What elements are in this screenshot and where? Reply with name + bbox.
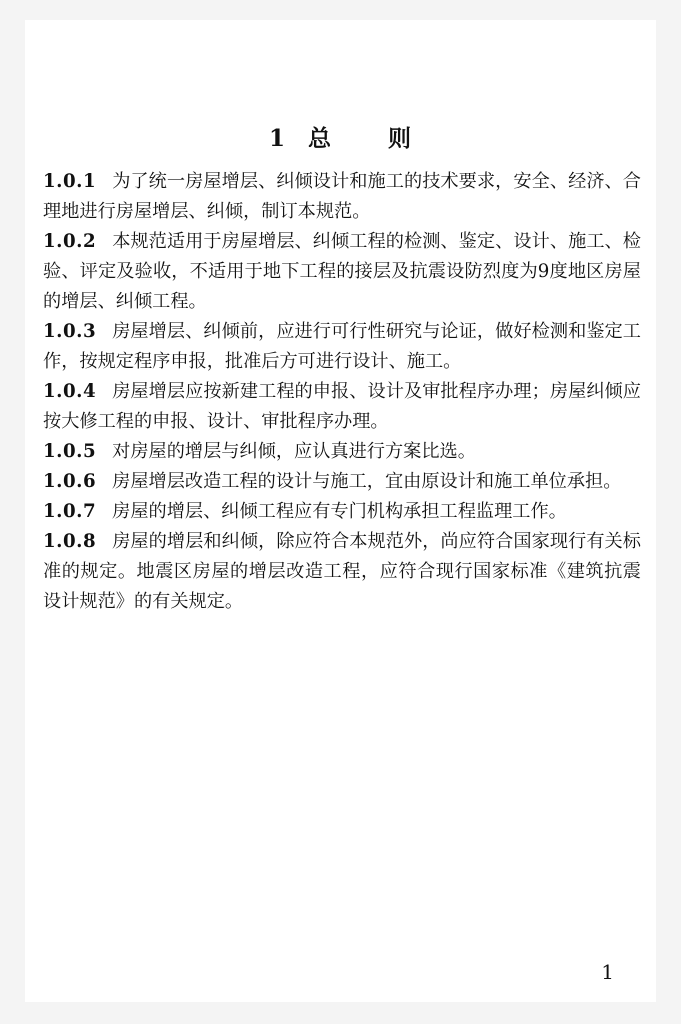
clause-1-0-5: [43, 437, 641, 467]
clause-1-0-1: [43, 167, 641, 227]
chapter-title-part2: 则: [388, 125, 412, 152]
clause-text: 房屋增层改造工程的设计与施工，宜由原设计和施工单位承担。: [112, 471, 622, 492]
clause-1-0-4: [43, 377, 641, 437]
chapter-number: 1: [268, 125, 286, 152]
clause-text: 房屋增层应按新建工程的申报、设计及审批程序办理；房屋纠倾应按大修工程的申报、设计、审批程序办理。: [43, 381, 641, 432]
clause-number: 1.0.1: [43, 171, 97, 192]
clause-number: 1.0.4: [43, 381, 97, 402]
clause-number: 1.0.7: [43, 501, 97, 522]
clause-text: 房屋的增层、纠倾工程应有专门机构承担工程监理工作。: [112, 501, 567, 522]
clause-text: 对房屋的增层与纠倾，应认真进行方案比选。: [112, 441, 476, 462]
chapter-title-part1: 总: [308, 125, 332, 152]
clause-1-0-3: [43, 317, 641, 377]
clause-list: [43, 167, 641, 617]
clause-1-0-8: [43, 527, 641, 617]
clause-number: 1.0.3: [43, 321, 97, 342]
clause-text: 为了统一房屋增层、纠倾设计和施工的技术要求，安全、经济、合理地进行房屋增层、纠倾，制订本规范。: [43, 171, 641, 222]
clause-1-0-7: [43, 497, 641, 527]
clause-number: 1.0.5: [43, 441, 97, 462]
page-number: 1: [601, 960, 614, 984]
clause-text: 房屋的增层和纠倾，除应符合本规范外，尚应符合国家现行有关标准的规定。地震区房屋的增层改造工程，应符合现行国家标准《建筑抗震设计规范》的有关规定。: [43, 531, 641, 612]
document-page: [25, 20, 656, 1002]
clause-1-0-6: [43, 467, 641, 497]
clause-1-0-2: [43, 227, 641, 317]
chapter-title: [25, 120, 656, 153]
clause-number: 1.0.8: [43, 531, 97, 552]
clause-text: 房屋增层、纠倾前，应进行可行性研究与论证，做好检测和鉴定工作，按规定程序申报，批准后方可进行设计、施工。: [43, 321, 641, 372]
clause-number: 1.0.2: [43, 231, 97, 252]
clause-text: 本规范适用于房屋增层、纠倾工程的检测、鉴定、设计、施工、检验、评定及验收，不适用于地下工程的接层及抗震设防烈度为9度地区房屋的增层、纠倾工程。: [43, 231, 641, 312]
clause-number: 1.0.6: [43, 471, 97, 492]
